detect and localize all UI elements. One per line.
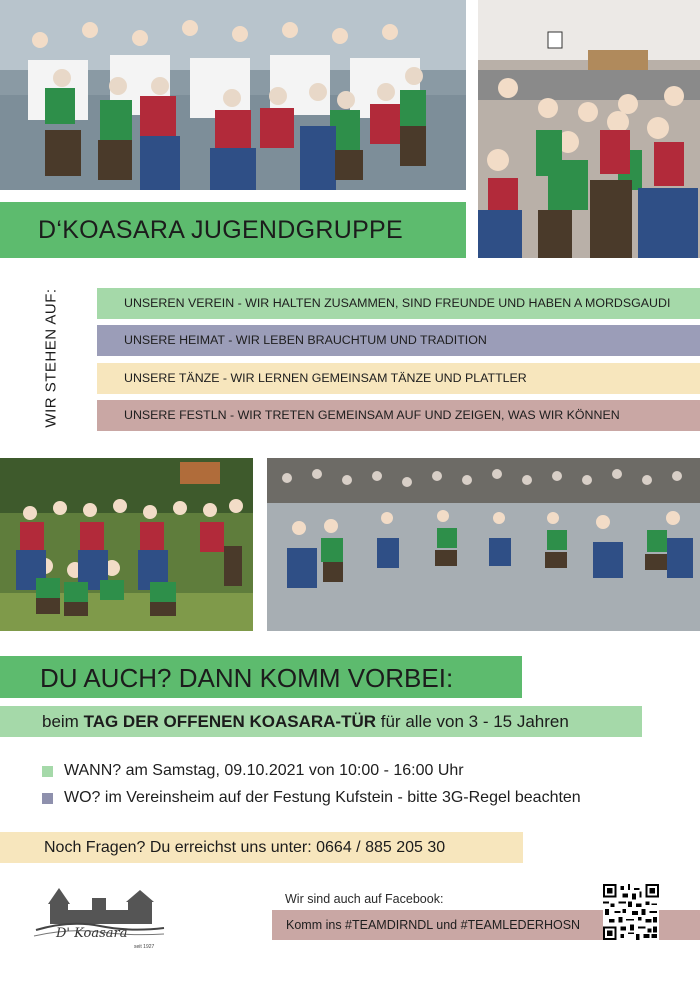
logo-year: seit 1927 [134, 944, 155, 950]
event-suffix: für alle von 3 - 15 Jahren [376, 712, 569, 731]
value-bar-heimat [97, 325, 700, 356]
values-side-label [32, 288, 70, 428]
group-photo-cheering [0, 0, 466, 190]
event-line [42, 712, 569, 732]
value-text: UNSERE FESTLN - WIR TRETEN GEMEINSAM AUF UND ZEIGEN, WAS WIR KÖNNEN [124, 408, 620, 422]
cta-banner [0, 656, 522, 698]
value-text: UNSEREN VEREIN - WIR HALTEN ZUSAMMEN, SIND FREUNDE UND HABEN A MORDSGAUDI [124, 296, 671, 310]
side-label-text: WIR STEHEN AUF: [42, 288, 60, 428]
value-text: UNSERE TÄNZE - WIR LERNEN GEMEINSAM TÄNZE UND PLATTLER [124, 371, 527, 385]
koasara-logo [30, 880, 170, 960]
title-banner [0, 202, 466, 258]
tent-photo-cheering [478, 0, 700, 258]
value-bar-taenze [97, 363, 700, 394]
detail-where: WO? im Vereinsheim auf der Festung Kufstein - bitte 3G-Regel beachten [64, 789, 581, 806]
page-title: D‘KOASARA JUGENDGRUPPE [38, 216, 404, 244]
event-banner [0, 706, 642, 737]
cta-text: DU AUCH? DANN KOMM VORBEI: [40, 663, 454, 693]
event-prefix: beim [42, 712, 84, 731]
qr-code-icon[interactable] [603, 884, 659, 940]
bullet-where [42, 793, 53, 804]
value-bar-verein [97, 288, 700, 319]
detail-when: WANN? am Samstag, 09.10.2021 von 10:00 - 16:00 Uhr [64, 762, 464, 779]
facebook-tagline: Komm ins #TEAMDIRNDL und #TEAMLEDERHOSN [286, 918, 581, 932]
square-dance-photo [267, 458, 700, 631]
event-name: TAG DER OFFENEN KOASARA-TÜR [83, 712, 377, 731]
value-text: UNSERE HEIMAT - WIR LEBEN BRAUCHTUM UND TRADITION [124, 333, 487, 347]
garden-group-photo [0, 458, 253, 631]
contact-text: Noch Fragen? Du erreichst uns unter: 0664 / 885 205 30 [44, 839, 446, 856]
value-bar-festln [97, 400, 700, 431]
facebook-heading: Wir sind auch auf Facebook: [285, 892, 444, 906]
bullet-when [42, 766, 53, 777]
logo-text: D' Koasara [56, 926, 128, 941]
contact-banner [0, 832, 523, 863]
